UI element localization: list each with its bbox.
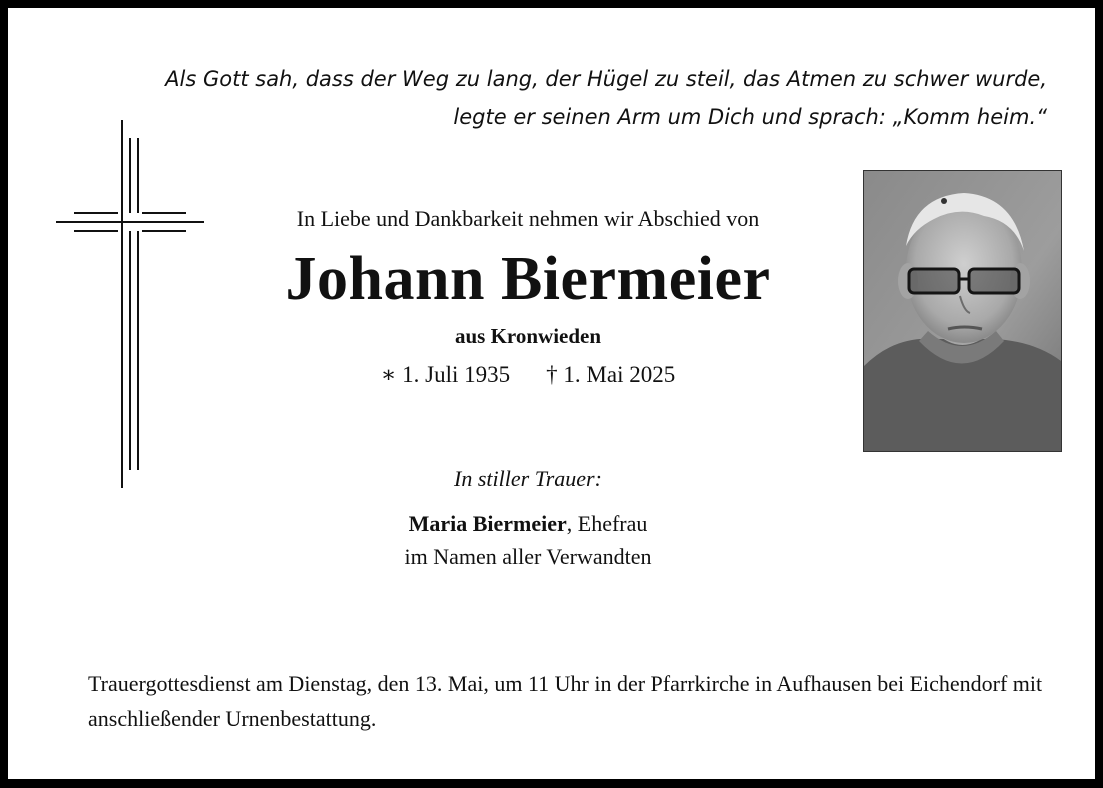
- portrait-image: [864, 171, 1061, 451]
- quote-line-2: legte er seinen Arm um Dich und sprach: „Komm heim.“: [453, 105, 1047, 129]
- spouse-name: Maria Biermeier: [408, 511, 567, 536]
- deceased-origin: aus Kronwieden: [454, 324, 602, 348]
- intro-text: In Liebe und Dankbarkeit nehmen wir Abschied von: [296, 206, 760, 231]
- service-details: Trauergottesdienst am Dienstag, den 13. Mai, um 11 Uhr in der Pfarrkirche in Aufhausen bei Eichendorf mit anschließender Urnenbestattung.: [88, 671, 1043, 731]
- memorial-quote: [147, 60, 1047, 136]
- death-date: † 1. Mai 2025: [546, 362, 676, 387]
- portrait-photo: [863, 170, 1062, 452]
- life-dates: [308, 362, 748, 388]
- mourners-heading: In stiller Trauer:: [454, 466, 602, 491]
- mourners-list: [258, 507, 798, 573]
- spouse-relation: , Ehefrau: [566, 511, 648, 536]
- birth-date: ∗ 1. Juli 1935: [380, 362, 511, 387]
- quote-line-1: Als Gott sah, dass der Weg zu lang, der Hügel zu steil, das Atmen zu schwer wurde,: [165, 67, 1047, 91]
- spouse-line: [258, 507, 798, 540]
- deceased-name: Johann Biermeier: [285, 245, 771, 313]
- relatives-line: im Namen aller Verwandten: [404, 544, 652, 569]
